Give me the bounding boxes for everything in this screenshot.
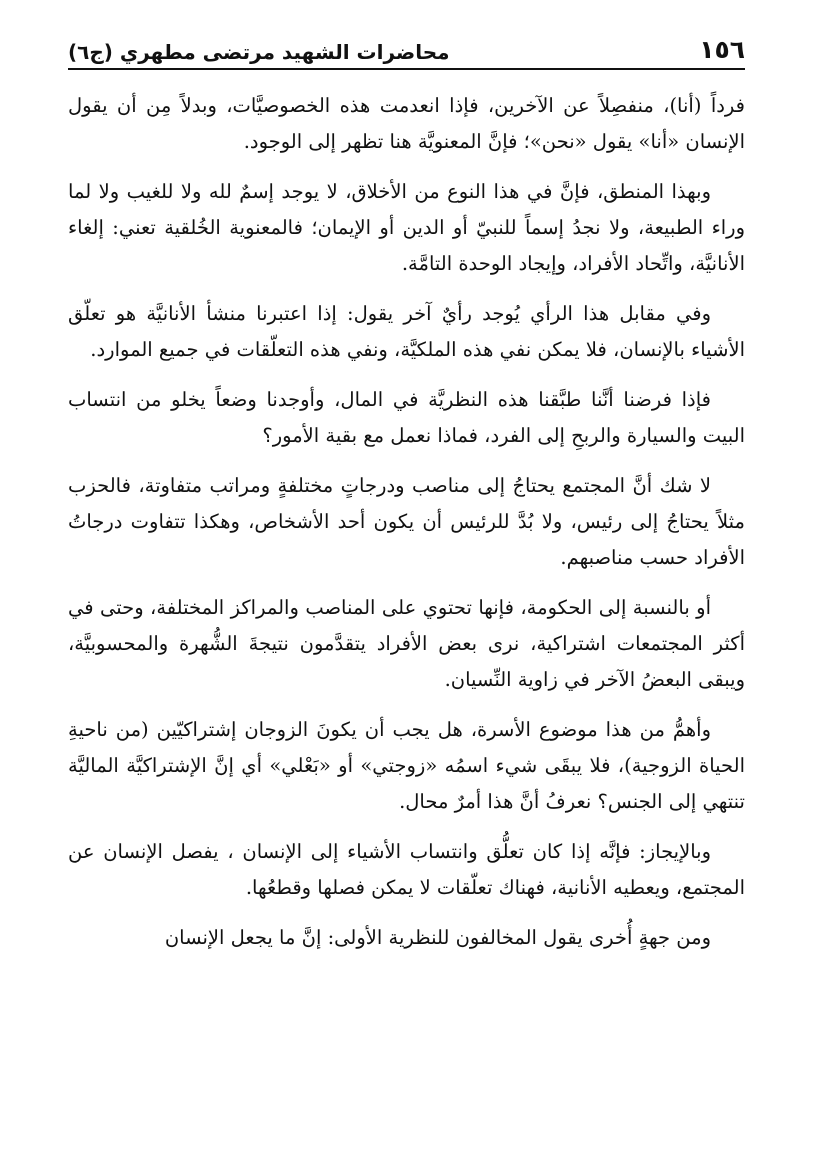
page-number: ١٥٦ (699, 35, 745, 64)
paragraph: وبالإيجاز: فإنَّه إذا كان تعلُّق وانتساب الأشياء إلى الإنسان ، يفصل الإنسان عن المجتمع، ويعطيه الأنانية، فهناك تعلّقات لا يمكن فصلها وقطعُها. (68, 840, 745, 899)
paragraph: أو بالنسبة إلى الحكومة، فإنها تحتوي على المناصب والمراكز المختلفة، وحتى في أكثر المجتمعات اشتراكية، نرى بعض الأفراد يتقدَّمون نتيجةَ الشُّهرة والمحسوبيَّة، ويبقى البعضُ الآخر في زاوية النِّسيان. (68, 596, 745, 691)
paragraph: وفي مقابل هذا الرأي يُوجد رأيٌ آخر يقول: إذا اعتبرنا منشأ الأنانيَّة هو تعلّق الأشياء بالإنسان، فلا يمكن نفي هذه الملكيَّة، ونفي هذه التعلّقات في جميع الموارد. (68, 302, 745, 361)
body-text (68, 88, 745, 970)
page-header (68, 28, 745, 70)
running-title: محاضرات الشهيد مرتضى مطهري (ج٦) (68, 40, 450, 64)
paragraph: لا شك أنَّ المجتمع يحتاجُ إلى مناصب ودرجاتٍ مختلفةٍ ومراتب متفاوتة، فالحزب مثلاً يحتاجُ إلى رئيس، ولا بُدَّ للرئيس أن يكون أحد الأشخاص، وهكذا تتفاوت درجاتُ الأفراد حسب مناصبهم. (68, 474, 745, 569)
paragraph: وأهمُّ من هذا موضوع الأسرة، هل يجب أن يكونَ الزوجان إشتراكيّين (من ناحيةِ الحياة الزوجية)، فلا يبقَى شيء اسمُه «زوجتي» أو «بَعْلي» أي إنَّ الإشتراكيَّة الماليَّة تنتهي إلى الجنس؟ نعرفُ أنَّ هذا أمرٌ محال. (68, 718, 745, 813)
paragraph: وبهذا المنطق، فإنَّ في هذا النوع من الأخلاق، لا يوجد إسمٌ لله ولا للغيب ولا لما وراء الطبيعة، ولا نجدُ إسماً للنبيّ أو الدين أو الإيمان؛ فالمعنوية الخُلقية تعني: إلغاء الأنانيَّة، واتِّحاد الأفراد، وإيجاد الوحدة التامَّة. (68, 180, 745, 275)
paragraph: فإذا فرضنا أنَّنا طبَّقنا هذه النظريَّة في المال، وأوجدنا وضعاً يخلو من انتساب البيت والسيارة والربحِ إلى الفرد، فماذا نعمل مع بقية الأمور؟ (68, 388, 745, 447)
paragraph: ومن جهةٍ أُخرى يقول المخالفون للنظرية الأولى: إنَّ ما يجعل الإنسان (164, 926, 711, 949)
paragraph: فرداً (أنا)، منفصِلاً عن الآخرين، فإذا انعدمت هذه الخصوصيَّات، وبدلاً مِن أن يقول الإنسان «أنا» يقول «نحن»؛ فإنَّ المعنويَّة هنا تظهر إلى الوجود. (68, 94, 745, 153)
